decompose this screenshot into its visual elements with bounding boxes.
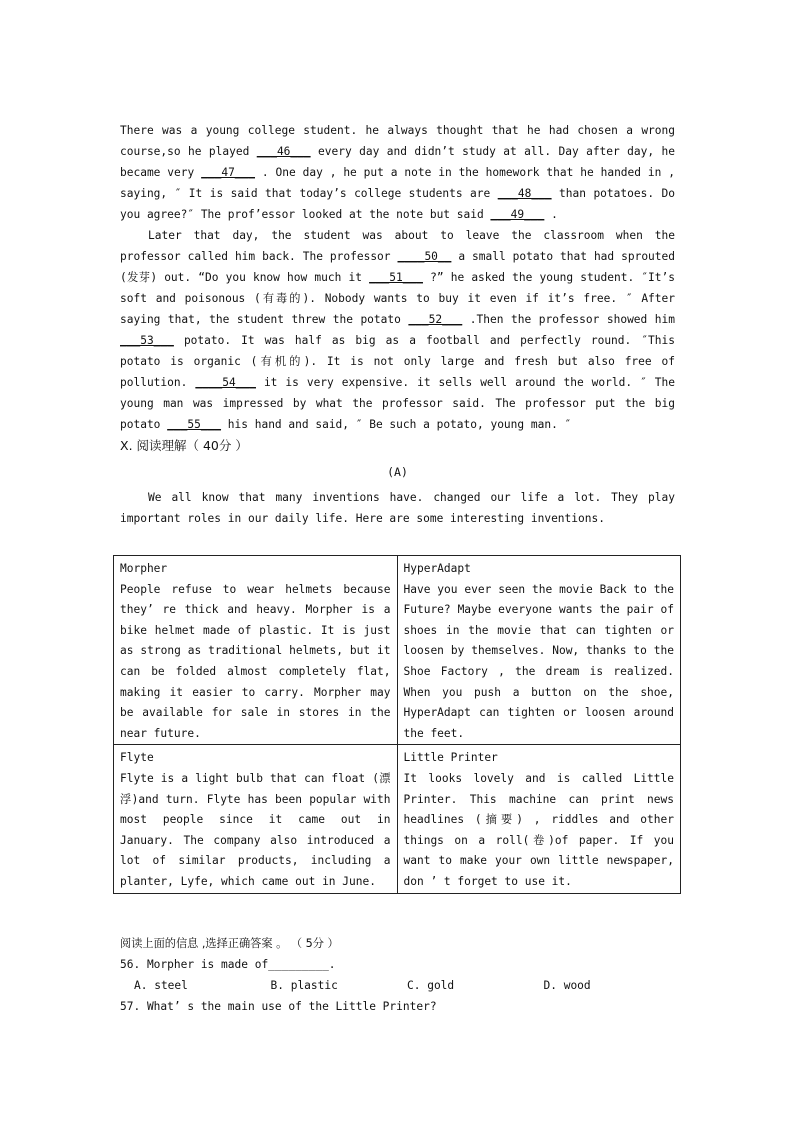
text: Later that day, the student was about to leave the classroom when the professor called him back. The professor <box>120 229 675 263</box>
invention-text: People refuse to wear helmets because they’ re thick and heavy. Morpher is a bike helmet made of plastic. It is just as strong as traditional helmets, but it can be folded almost completely flat, making it easier to carry. Morpher may be available for sale in stores in the near future. <box>120 582 391 740</box>
text: .Then the professor showed him <box>462 313 675 326</box>
passage-paragraph-2 <box>120 225 675 435</box>
option-c[interactable]: C. gold <box>407 979 455 992</box>
text: a small potato that had sprouted (发芽) out. “Do you know how much it <box>120 250 675 284</box>
invention-text: It looks lovely and is called Little Printer. This machine can print news headlines (摘要) , riddles and other things on a roll(卷)of paper. If you want to make your own little newspaper, don ’ t forget to use it. <box>403 771 674 888</box>
invention-name: Little Printer <box>403 751 498 765</box>
text: . One day , he put a note in the homework that he handed in , saying, ″ It is said that today’s college students are <box>120 166 675 200</box>
option-d[interactable]: D. wood <box>543 979 591 992</box>
question-56: 56. Morpher is made of_________. <box>120 958 336 971</box>
blank-46: ___46___ <box>256 145 311 158</box>
text: ?” he asked the young student. ″It’s soft and poisonous (有毒的). Nobody wants to buy it even if it’s free. ″ After saying that, the student threw the potato <box>120 271 675 326</box>
text: . <box>544 208 558 221</box>
blank-54: ____54___ <box>195 376 256 389</box>
blank-52: ___52___ <box>408 313 463 326</box>
invention-name: Flyte <box>120 751 154 765</box>
blank-48: ___48___ <box>497 187 552 200</box>
invention-name: Morpher <box>120 562 168 575</box>
text: his hand and said, ″ Be such a potato, young man. ″ <box>221 418 572 431</box>
instruction: 阅读上面的信息 ,选择正确答案 。 （ 5分 ） <box>120 937 339 950</box>
invention-text: Flyte is a light bulb that can float (漂浮)and turn. Flyte has been popular with most people since it came out in January. The company also introduced a lot of similar products, including a planter, Lyfe, which came out in June. <box>120 771 391 888</box>
blank-50: ____50__ <box>397 250 452 263</box>
questions-area <box>120 933 680 1017</box>
part-label: (A) <box>387 465 408 479</box>
invention-name: HyperAdapt <box>403 562 471 575</box>
invention-cell <box>114 745 398 893</box>
section-heading: X. 阅读理解（ 40分 ） <box>120 438 248 453</box>
blank-47: ___47___ <box>201 166 256 179</box>
text: There was a young college student. he always thought that he had chosen a wrong course,so he played <box>120 124 675 158</box>
invention-cell <box>397 745 681 893</box>
option-a[interactable]: A. steel <box>134 979 188 992</box>
invention-cell <box>397 556 681 745</box>
text: it is very expensive. it sells well around the world. ″ The young man was impressed by what the professor said. The professor put the big potato <box>120 376 675 431</box>
passage-paragraph-1 <box>120 120 675 225</box>
blank-49: ___49___ <box>490 208 545 221</box>
blank-55: ___55___ <box>167 418 222 431</box>
invention-cell <box>114 556 398 745</box>
inventions-table <box>113 555 681 894</box>
text: every day and didn’t study at all. Day after day, he became very <box>120 145 675 179</box>
text: potato. It was half as big as a football and perfectly round. ″This potato is organic (有机的). It is not only large and fresh but also free of pollution. <box>120 334 675 389</box>
invention-text: Have you ever seen the movie Back to the Future? Maybe everyone wants the pair of shoes in the movie that can tighten or loosen by themselves. Now, thanks to the Shoe Factory , the dream is realized. When you push a button on the shoe, HyperAdapt can tighten or loosen around the feet. <box>403 582 674 740</box>
question-56-options <box>120 975 680 996</box>
question-57: 57. What’ s the main use of the Little Printer? <box>120 1000 437 1013</box>
text: than potatoes. Do you agree?″ The prof’essor looked at the note but said <box>120 187 675 221</box>
option-b[interactable]: B. plastic <box>270 979 338 992</box>
blank-53: ___53___ <box>120 334 174 347</box>
section-intro: We all know that many inventions have. changed our life a lot. They play important roles in our daily life. Here are some interesting inventions. <box>120 491 675 525</box>
blank-51: ___51___ <box>369 271 423 284</box>
cloze-passage <box>120 120 675 529</box>
